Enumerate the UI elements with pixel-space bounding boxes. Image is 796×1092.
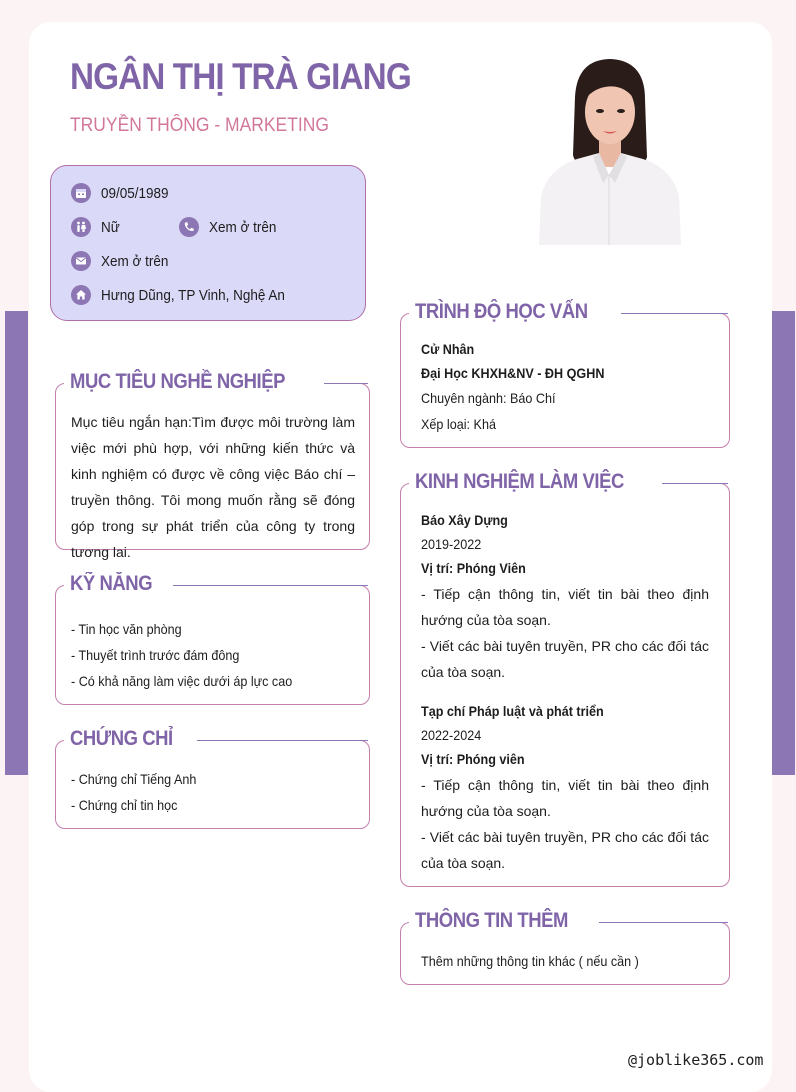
phone-icon (179, 217, 199, 237)
watermark: @joblike365.com (628, 1051, 764, 1069)
job-position: Vị trí: Phóng viên (421, 751, 525, 767)
left-accent-band (5, 311, 28, 775)
contact-address: Hưng Dũng, TP Vinh, Nghệ An (71, 285, 305, 305)
job-duty: - Tiếp cận thông tin, viết tin bài theo định hướng của tòa soạn. (421, 777, 709, 819)
job-duty: - Viết các bài tuyên truyền, PR cho các đối tác của tòa soạn. (421, 829, 709, 871)
job-company: Báo Xây Dựng (421, 512, 508, 528)
contact-gender: Nữ (71, 217, 122, 237)
education-school: Đại Học KHXH&NV - ĐH QGHN (421, 365, 605, 381)
skill-item: - Tin học văn phòng (71, 621, 182, 637)
job-company: Tạp chí Pháp luật và phát triển (421, 703, 604, 719)
candidate-role: TRUYỀN THÔNG - MARKETING (70, 115, 329, 136)
mail-icon (71, 251, 91, 271)
education-grade: Xếp loại: Khá (421, 416, 496, 432)
job-duty: - Tiếp cận thông tin, viết tin bài theo định hướng của tòa soạn. (421, 586, 709, 628)
extra-title: THÔNG TIN THÊM (409, 909, 599, 933)
experience-title: KINH NGHIỆM LÀM VIỆC (409, 470, 662, 494)
calendar-icon (71, 183, 91, 203)
contact-email: Xem ở trên (71, 251, 176, 271)
job-duty: - Viết các bài tuyên truyền, PR cho các đối tác của tòa soạn. (421, 638, 709, 680)
skills-title: KỸ NĂNG (64, 572, 173, 596)
skills-title-line (160, 585, 368, 586)
contact-phone: Xem ở trên (179, 217, 284, 237)
skill-item: - Thuyết trình trước đám đông (71, 647, 240, 663)
home-icon (71, 285, 91, 305)
contact-birthday: 09/05/1989 (71, 183, 176, 203)
objective-text: Mục tiêu ngắn hạn:Tìm được môi trường làm việc mới phù hợp, với những kiến thức và kinh nghiệm có được về công việc Báo chí – truyền thông. Tôi mong muốn rằng sẽ đóng góp trong sự phát triển của công ty trong tương lai. (71, 414, 355, 560)
contact-card (50, 165, 366, 321)
job-period: 2022-2024 (421, 727, 482, 743)
certificate-item: - Chứng chỉ tin học (71, 797, 178, 813)
certificates-title-line (184, 740, 368, 741)
candidate-name: NGÂN THỊ TRÀ GIANG (70, 56, 411, 97)
education-title: TRÌNH ĐỘ HỌC VẤN (409, 300, 621, 324)
job-period: 2019-2022 (421, 536, 482, 552)
job-position: Vị trí: Phóng Viên (421, 560, 526, 576)
education-major: Chuyên ngành: Báo Chí (421, 390, 556, 406)
skill-item: - Có khả năng làm việc dưới áp lực cao (71, 673, 293, 689)
objective-title: MỤC TIÊU NGHỀ NGHIỆP (64, 370, 324, 394)
certificates-title: CHỨNG CHỈ (64, 727, 197, 751)
right-accent-band (772, 311, 795, 775)
profile-photo (533, 57, 685, 245)
certificate-item: - Chứng chỉ Tiếng Anh (71, 771, 197, 787)
extra-text: Thêm những thông tin khác ( nếu cần ) (421, 953, 639, 969)
education-degree: Cử Nhân (421, 341, 475, 357)
gender-icon (71, 217, 91, 237)
